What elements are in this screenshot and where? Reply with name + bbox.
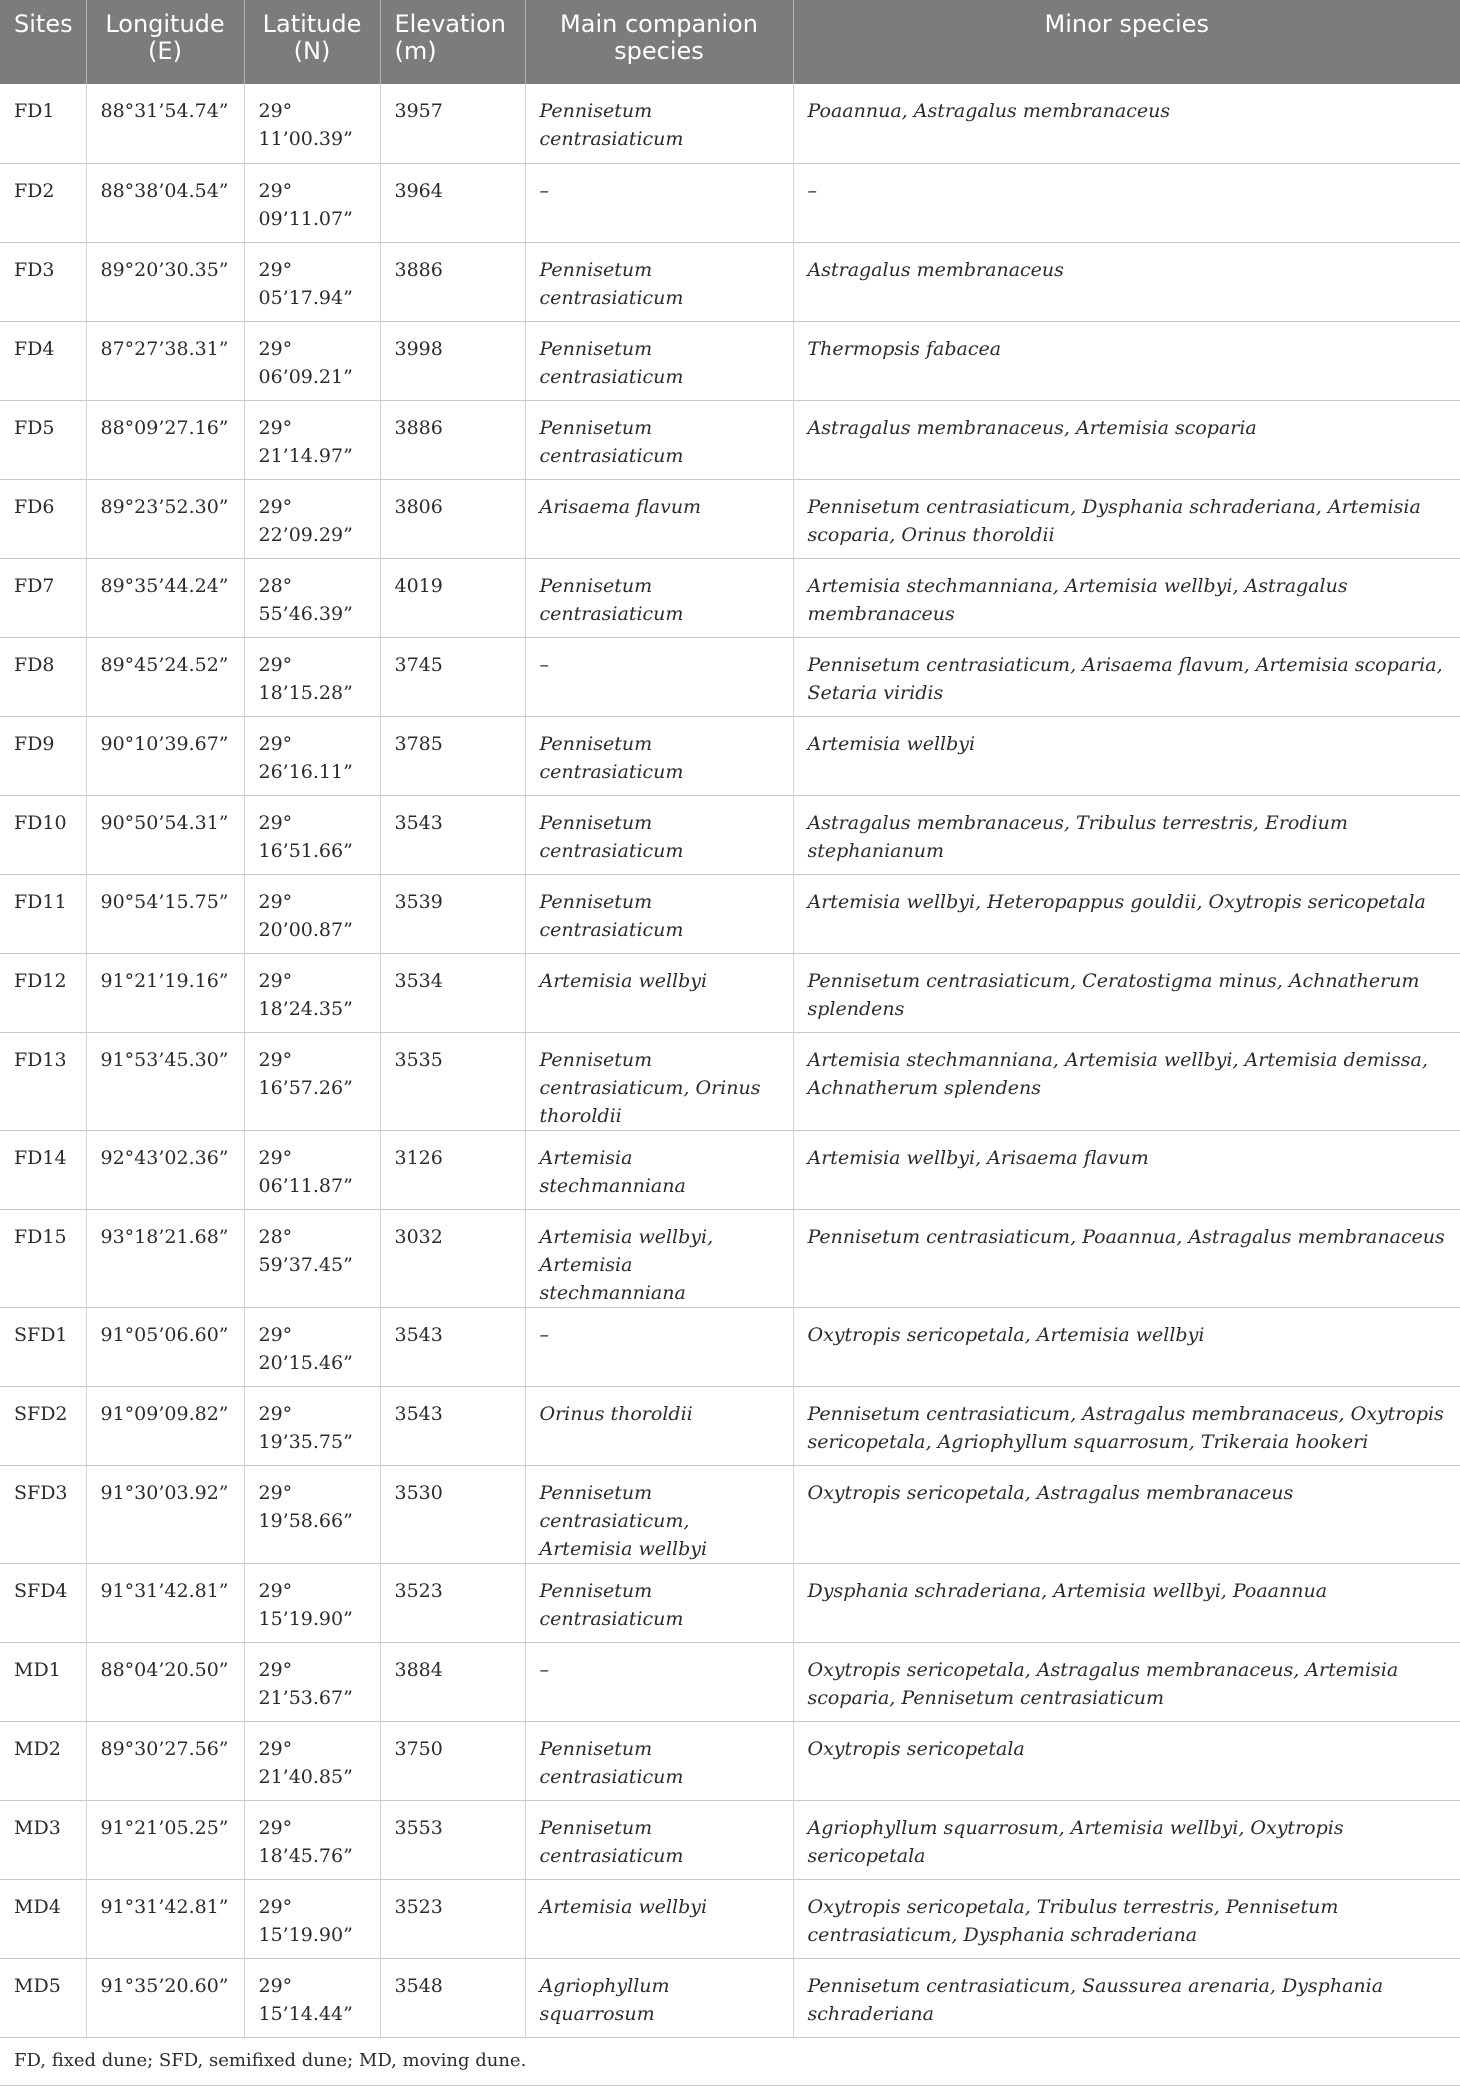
table-row xyxy=(0,242,1460,321)
minor-species-cell: Agriophyllum squarrosum, Artemisia wellbyi, Oxytropis sericopetala xyxy=(793,1800,1460,1879)
elevation-cell: 3998 xyxy=(380,321,525,400)
main-companion-cell: Orinus thoroldii xyxy=(525,1386,793,1465)
site-cell: FD11 xyxy=(0,874,86,953)
minor-species-cell: Artemisia stechmanniana, Artemisia wellbyi, Astragalus membranaceus xyxy=(793,558,1460,637)
latitude-degrees: 29° xyxy=(258,811,293,834)
latitude-minutes-seconds: 15’19.90” xyxy=(258,1923,353,1946)
minor-species-cell: Artemisia wellbyi, Heteropappus gouldii, Oxytropis sericopetala xyxy=(793,874,1460,953)
latitude-minutes-seconds: 16’57.26” xyxy=(258,1076,353,1099)
elevation-cell: 3530 xyxy=(380,1465,525,1563)
elevation-cell: 3543 xyxy=(380,1386,525,1465)
latitude-minutes-seconds: 18’15.28” xyxy=(258,681,353,704)
elevation-cell: 3534 xyxy=(380,953,525,1032)
main-companion-cell: Pennisetum centrasiaticum xyxy=(525,84,793,163)
table-row xyxy=(0,637,1460,716)
main-companion-cell: Pennisetum centrasiaticum xyxy=(525,874,793,953)
main-companion-cell: Pennisetum centrasiaticum xyxy=(525,716,793,795)
header-elevation: Elevation (m) xyxy=(380,0,525,84)
main-companion-cell: – xyxy=(525,637,793,716)
minor-species-cell: Artemisia wellbyi, Arisaema flavum xyxy=(793,1130,1460,1209)
elevation-cell: 3964 xyxy=(380,163,525,242)
main-companion-cell: Artemisia wellbyi, Artemisia stechmanniana xyxy=(525,1209,793,1307)
latitude-minutes-seconds: 15’14.44” xyxy=(258,2002,353,2025)
main-companion-cell: Pennisetum centrasiaticum xyxy=(525,1563,793,1642)
latitude-minutes-seconds: 19’58.66” xyxy=(258,1509,353,1532)
minor-species-cell: Astragalus membranaceus xyxy=(793,242,1460,321)
site-cell: FD10 xyxy=(0,795,86,874)
table-row xyxy=(0,716,1460,795)
latitude-cell xyxy=(244,795,380,874)
site-cell: MD1 xyxy=(0,1642,86,1721)
main-companion-cell: Artemisia wellbyi xyxy=(525,1879,793,1958)
table-row xyxy=(0,479,1460,558)
latitude-degrees: 29° xyxy=(258,1737,293,1760)
site-cell: FD9 xyxy=(0,716,86,795)
table-row xyxy=(0,1465,1460,1563)
elevation-cell: 3886 xyxy=(380,242,525,321)
latitude-degrees: 29° xyxy=(258,258,293,281)
minor-species-cell: Astragalus membranaceus, Tribulus terrestris, Erodium stephanianum xyxy=(793,795,1460,874)
latitude-cell xyxy=(244,874,380,953)
latitude-cell xyxy=(244,637,380,716)
table-row xyxy=(0,1563,1460,1642)
minor-species-cell: Artemisia stechmanniana, Artemisia wellbyi, Artemisia demissa, Achnatherum splendens xyxy=(793,1032,1460,1130)
latitude-cell xyxy=(244,321,380,400)
main-companion-cell: Pennisetum centrasiaticum xyxy=(525,321,793,400)
latitude-degrees: 29° xyxy=(258,1323,293,1346)
latitude-degrees: 29° xyxy=(258,653,293,676)
main-companion-cell: Pennisetum centrasiaticum xyxy=(525,558,793,637)
header-row xyxy=(0,0,1460,84)
longitude-cell: 89°45’24.52” xyxy=(86,637,244,716)
minor-species-cell: Artemisia wellbyi xyxy=(793,716,1460,795)
elevation-cell: 3884 xyxy=(380,1642,525,1721)
latitude-degrees: 29° xyxy=(258,1402,293,1425)
elevation-cell: 3523 xyxy=(380,1563,525,1642)
header-longitude: Longitude (E) xyxy=(86,0,244,84)
header-latitude: Latitude (N) xyxy=(244,0,380,84)
site-cell: FD6 xyxy=(0,479,86,558)
elevation-cell: 4019 xyxy=(380,558,525,637)
latitude-minutes-seconds: 55’46.39” xyxy=(258,602,353,625)
main-companion-cell: Pennisetum centrasiaticum xyxy=(525,400,793,479)
table-row xyxy=(0,1307,1460,1386)
latitude-minutes-seconds: 06’09.21” xyxy=(258,365,353,388)
table-row xyxy=(0,1721,1460,1800)
latitude-minutes-seconds: 06’11.87” xyxy=(258,1174,353,1197)
minor-species-cell: Poaannua, Astragalus membranaceus xyxy=(793,84,1460,163)
latitude-cell xyxy=(244,1721,380,1800)
latitude-degrees: 29° xyxy=(258,1658,293,1681)
main-companion-cell: Agriophyllum squarrosum xyxy=(525,1958,793,2037)
minor-species-cell: – xyxy=(793,163,1460,242)
footnote: FD, fixed dune; SFD, semifixed dune; MD, moving dune. xyxy=(0,2037,1460,2085)
main-companion-cell: Pennisetum centrasiaticum xyxy=(525,242,793,321)
minor-species-cell: Thermopsis fabacea xyxy=(793,321,1460,400)
table-row xyxy=(0,1209,1460,1307)
latitude-degrees: 29° xyxy=(258,100,293,122)
minor-species-cell: Oxytropis sericopetala, Artemisia wellbyi xyxy=(793,1307,1460,1386)
elevation-cell: 3535 xyxy=(380,1032,525,1130)
latitude-cell xyxy=(244,953,380,1032)
site-cell: SFD4 xyxy=(0,1563,86,1642)
latitude-cell xyxy=(244,1209,380,1307)
table-row xyxy=(0,558,1460,637)
longitude-cell: 88°09’27.16” xyxy=(86,400,244,479)
latitude-degrees: 29° xyxy=(258,1895,293,1918)
site-cell: FD1 xyxy=(0,84,86,163)
table-header xyxy=(0,0,1460,84)
site-cell: FD15 xyxy=(0,1209,86,1307)
longitude-cell: 90°10’39.67” xyxy=(86,716,244,795)
site-cell: FD3 xyxy=(0,242,86,321)
latitude-cell xyxy=(244,1032,380,1130)
site-cell: SFD3 xyxy=(0,1465,86,1563)
longitude-cell: 89°23’52.30” xyxy=(86,479,244,558)
latitude-degrees: 29° xyxy=(258,969,293,992)
longitude-cell: 88°04’20.50” xyxy=(86,1642,244,1721)
site-cell: FD12 xyxy=(0,953,86,1032)
table-row xyxy=(0,84,1460,163)
latitude-cell xyxy=(244,1307,380,1386)
site-cell: SFD2 xyxy=(0,1386,86,1465)
table-row xyxy=(0,1032,1460,1130)
elevation-cell: 3032 xyxy=(380,1209,525,1307)
latitude-degrees: 29° xyxy=(258,1146,293,1169)
main-companion-cell: Pennisetum centrasiaticum xyxy=(525,1721,793,1800)
site-cell: FD14 xyxy=(0,1130,86,1209)
latitude-cell xyxy=(244,400,380,479)
latitude-minutes-seconds: 22’09.29” xyxy=(258,523,353,546)
longitude-cell: 91°35’20.60” xyxy=(86,1958,244,2037)
elevation-cell: 3785 xyxy=(380,716,525,795)
minor-species-cell: Oxytropis sericopetala xyxy=(793,1721,1460,1800)
elevation-cell: 3539 xyxy=(380,874,525,953)
minor-species-cell: Pennisetum centrasiaticum, Poaannua, Astragalus membranaceus xyxy=(793,1209,1460,1307)
site-cell: FD8 xyxy=(0,637,86,716)
longitude-cell: 91°05’06.60” xyxy=(86,1307,244,1386)
latitude-minutes-seconds: 20’15.46” xyxy=(258,1351,353,1374)
header-minor-species: Minor species xyxy=(793,0,1460,84)
main-companion-cell: Artemisia stechmanniana xyxy=(525,1130,793,1209)
latitude-degrees: 29° xyxy=(258,1816,293,1839)
main-companion-cell: – xyxy=(525,1307,793,1386)
latitude-degrees: 28° xyxy=(258,574,293,597)
table-row xyxy=(0,1958,1460,2037)
minor-species-cell: Pennisetum centrasiaticum, Ceratostigma minus, Achnatherum splendens xyxy=(793,953,1460,1032)
latitude-degrees: 29° xyxy=(258,179,293,202)
table-body xyxy=(0,84,1460,2037)
latitude-minutes-seconds: 21’14.97” xyxy=(258,444,353,467)
latitude-cell xyxy=(244,716,380,795)
longitude-cell: 92°43’02.36” xyxy=(86,1130,244,1209)
table-row xyxy=(0,321,1460,400)
latitude-cell xyxy=(244,1130,380,1209)
latitude-degrees: 29° xyxy=(258,890,293,913)
table-row xyxy=(0,874,1460,953)
latitude-cell xyxy=(244,558,380,637)
table-row xyxy=(0,795,1460,874)
main-companion-cell: – xyxy=(525,163,793,242)
longitude-cell: 88°31’54.74” xyxy=(86,84,244,163)
minor-species-cell: Pennisetum centrasiaticum, Saussurea arenaria, Dysphania schraderiana xyxy=(793,1958,1460,2037)
latitude-minutes-seconds: 26’16.11” xyxy=(258,760,353,783)
latitude-degrees: 29° xyxy=(258,495,293,518)
longitude-cell: 89°20’30.35” xyxy=(86,242,244,321)
table-footer xyxy=(0,2037,1460,2085)
latitude-minutes-seconds: 59’37.45” xyxy=(258,1253,353,1276)
longitude-cell: 93°18’21.68” xyxy=(86,1209,244,1307)
main-companion-cell: Pennisetum centrasiaticum, Orinus thoroldii xyxy=(525,1032,793,1130)
longitude-cell: 87°27’38.31” xyxy=(86,321,244,400)
site-cell: FD2 xyxy=(0,163,86,242)
elevation-cell: 3957 xyxy=(380,84,525,163)
header-main-companion: Main companion species xyxy=(525,0,793,84)
table-row xyxy=(0,400,1460,479)
table-row xyxy=(0,953,1460,1032)
elevation-cell: 3523 xyxy=(380,1879,525,1958)
elevation-cell: 3886 xyxy=(380,400,525,479)
header-sites: Sites xyxy=(0,0,86,84)
table-row xyxy=(0,1130,1460,1209)
latitude-minutes-seconds: 18’45.76” xyxy=(258,1844,353,1867)
minor-species-cell: Oxytropis sericopetala, Astragalus membranaceus xyxy=(793,1465,1460,1563)
longitude-cell: 88°38’04.54” xyxy=(86,163,244,242)
site-cell: FD13 xyxy=(0,1032,86,1130)
latitude-cell xyxy=(244,1386,380,1465)
elevation-cell: 3543 xyxy=(380,795,525,874)
latitude-cell xyxy=(244,1563,380,1642)
main-companion-cell: Pennisetum centrasiaticum xyxy=(525,795,793,874)
elevation-cell: 3126 xyxy=(380,1130,525,1209)
site-cell: FD5 xyxy=(0,400,86,479)
minor-species-cell: Pennisetum centrasiaticum, Dysphania schraderiana, Artemisia scoparia, Orinus thoroldii xyxy=(793,479,1460,558)
longitude-cell: 91°30’03.92” xyxy=(86,1465,244,1563)
longitude-cell: 89°30’27.56” xyxy=(86,1721,244,1800)
elevation-cell: 3548 xyxy=(380,1958,525,2037)
latitude-degrees: 29° xyxy=(258,337,293,360)
minor-species-cell: Pennisetum centrasiaticum, Arisaema flavum, Artemisia scoparia, Setaria viridis xyxy=(793,637,1460,716)
table-row xyxy=(0,1642,1460,1721)
latitude-cell xyxy=(244,1958,380,2037)
latitude-cell xyxy=(244,1642,380,1721)
minor-species-cell: Astragalus membranaceus, Artemisia scoparia xyxy=(793,400,1460,479)
latitude-degrees: 29° xyxy=(258,1481,293,1504)
site-cell: FD4 xyxy=(0,321,86,400)
latitude-cell xyxy=(244,242,380,321)
latitude-degrees: 29° xyxy=(258,416,293,439)
longitude-cell: 91°21’19.16” xyxy=(86,953,244,1032)
latitude-cell xyxy=(244,1879,380,1958)
table-row xyxy=(0,1879,1460,1958)
elevation-cell: 3750 xyxy=(380,1721,525,1800)
elevation-cell: 3745 xyxy=(380,637,525,716)
site-cell: MD2 xyxy=(0,1721,86,1800)
latitude-minutes-seconds: 18’24.35” xyxy=(258,997,353,1020)
minor-species-cell: Oxytropis sericopetala, Tribulus terrestris, Pennisetum centrasiaticum, Dysphania schraderiana xyxy=(793,1879,1460,1958)
site-cell: MD3 xyxy=(0,1800,86,1879)
latitude-degrees: 29° xyxy=(258,1579,293,1602)
latitude-minutes-seconds: 11’00.39” xyxy=(258,128,353,150)
latitude-minutes-seconds: 20’00.87” xyxy=(258,918,353,941)
longitude-cell: 91°09’09.82” xyxy=(86,1386,244,1465)
table-row xyxy=(0,163,1460,242)
latitude-minutes-seconds: 21’40.85” xyxy=(258,1765,353,1788)
longitude-cell: 90°54’15.75” xyxy=(86,874,244,953)
longitude-cell: 91°53’45.30” xyxy=(86,1032,244,1130)
main-companion-cell: – xyxy=(525,1642,793,1721)
site-cell: FD7 xyxy=(0,558,86,637)
main-companion-cell: Pennisetum centrasiaticum xyxy=(525,1800,793,1879)
minor-species-cell: Oxytropis sericopetala, Astragalus membranaceus, Artemisia scoparia, Pennisetum centrasiaticum xyxy=(793,1642,1460,1721)
latitude-cell xyxy=(244,163,380,242)
elevation-cell: 3806 xyxy=(380,479,525,558)
latitude-minutes-seconds: 15’19.90” xyxy=(258,1607,353,1630)
latitude-degrees: 29° xyxy=(258,732,293,755)
site-cell: SFD1 xyxy=(0,1307,86,1386)
longitude-cell: 90°50’54.31” xyxy=(86,795,244,874)
table-row xyxy=(0,1386,1460,1465)
main-companion-cell: Pennisetum centrasiaticum, Artemisia wellbyi xyxy=(525,1465,793,1563)
longitude-cell: 91°31’42.81” xyxy=(86,1879,244,1958)
table-row xyxy=(0,1800,1460,1879)
latitude-cell xyxy=(244,84,380,163)
elevation-cell: 3543 xyxy=(380,1307,525,1386)
footnote-row xyxy=(0,2037,1460,2085)
minor-species-cell: Pennisetum centrasiaticum, Astragalus membranaceus, Oxytropis sericopetala, Agriophyllum squarrosum, Trikeraia hookeri xyxy=(793,1386,1460,1465)
latitude-degrees: 29° xyxy=(258,1974,293,1997)
minor-species-cell: Dysphania schraderiana, Artemisia wellbyi, Poaannua xyxy=(793,1563,1460,1642)
latitude-degrees: 29° xyxy=(258,1048,293,1071)
site-cell: MD5 xyxy=(0,1958,86,2037)
latitude-minutes-seconds: 16’51.66” xyxy=(258,839,353,862)
latitude-minutes-seconds: 21’53.67” xyxy=(258,1686,353,1709)
latitude-cell xyxy=(244,479,380,558)
longitude-cell: 91°31’42.81” xyxy=(86,1563,244,1642)
latitude-minutes-seconds: 05’17.94” xyxy=(258,286,353,309)
latitude-minutes-seconds: 19’35.75” xyxy=(258,1430,353,1453)
elevation-cell: 3553 xyxy=(380,1800,525,1879)
main-companion-cell: Arisaema flavum xyxy=(525,479,793,558)
latitude-cell xyxy=(244,1800,380,1879)
latitude-minutes-seconds: 09’11.07” xyxy=(258,207,353,230)
longitude-cell: 91°21’05.25” xyxy=(86,1800,244,1879)
latitude-cell xyxy=(244,1465,380,1563)
main-companion-cell: Artemisia wellbyi xyxy=(525,953,793,1032)
longitude-cell: 89°35’44.24” xyxy=(86,558,244,637)
latitude-degrees: 28° xyxy=(258,1225,293,1248)
site-cell: MD4 xyxy=(0,1879,86,1958)
